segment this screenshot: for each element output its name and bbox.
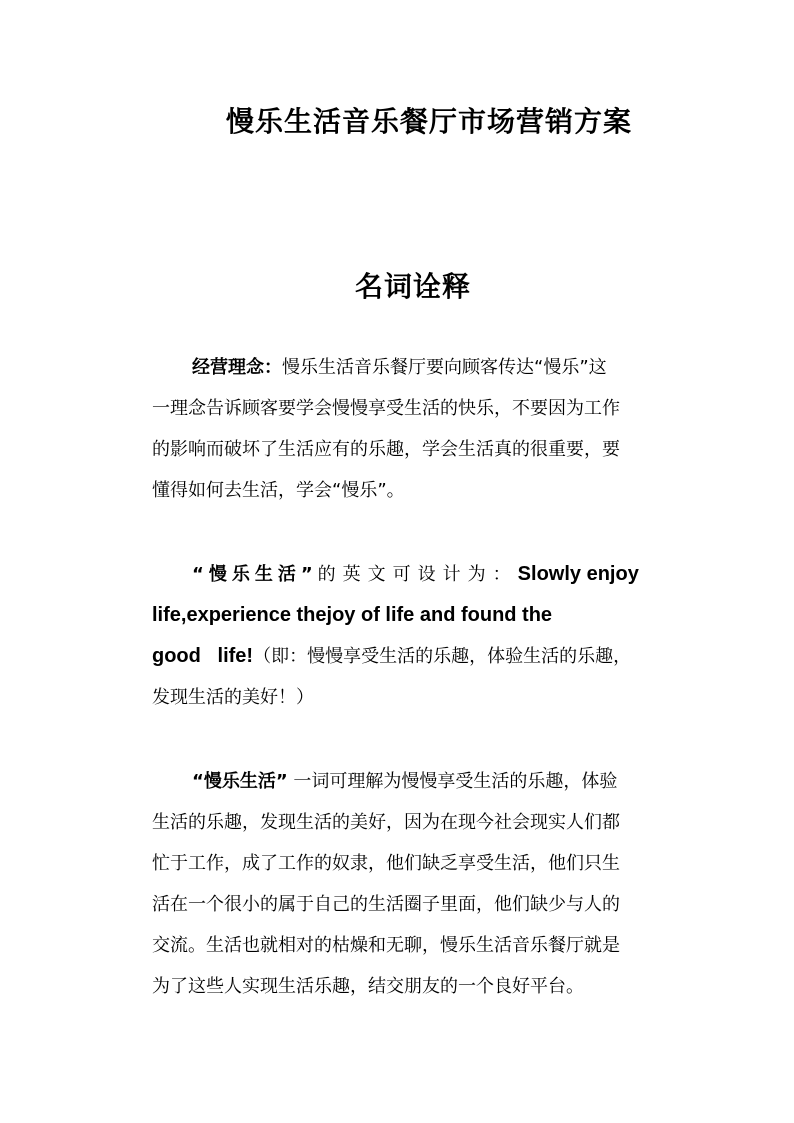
quoted-term: “慢乐生活” (192, 564, 318, 585)
english-slogan-part: good life! (152, 645, 254, 667)
paragraph-line: 交流。生活也就相对的枯燥和无聊，慢乐生活音乐餐厅就是 (152, 935, 620, 956)
english-slogan-line (152, 595, 674, 636)
term-label: 经营理念： (192, 357, 282, 378)
paragraph-line: 一理念告诉顾客要学会慢慢享受生活的快乐，不要因为工作 (152, 398, 620, 419)
paragraph-text: 一词可理解为慢慢享受生活的乐趣，体验 (287, 771, 618, 792)
quoted-term: “慢乐生活” (192, 771, 288, 792)
paragraph-text: 的英文可设计为： (317, 564, 518, 585)
translation-text: （即：慢慢享受生活的乐趣，体验生活的乐趣， (253, 646, 632, 667)
paragraph-line: 忙于工作，成了工作的奴隶，他们缺乏享受生活，他们只生 (152, 853, 620, 874)
paragraph-line: 为了这些人实现生活乐趣，结交朋友的一个良好平台。 (152, 976, 584, 997)
paragraph-line (152, 636, 674, 677)
section-title: 名词诠释 (354, 270, 471, 303)
paragraph-slow-life-meaning (152, 761, 674, 1007)
paragraph-line: 的影响而破坏了生活应有的乐趣，学会生活真的很重要，要 (152, 439, 620, 460)
paragraph-line: 发现生活的美好！） (152, 687, 314, 708)
document-title: 慢乐生活音乐餐厅市场营销方案 (225, 105, 632, 138)
paragraph-business-philosophy (152, 347, 674, 511)
paragraph-line (152, 347, 674, 388)
english-slogan-part: Slowly enjoy (517, 563, 639, 585)
english-slogan-part: life,experience thejoy of life and found the (152, 604, 553, 626)
paragraph-line: 生活的乐趣，发现生活的美好，因为在现今社会现实人们都 (152, 812, 620, 833)
paragraph-line (152, 761, 674, 802)
paragraph-line: 懂得如何去生活，学会“慢乐”。 (152, 480, 405, 501)
paragraph-text: 慢乐生活音乐餐厅要向顾客传达“慢乐”这 (282, 357, 607, 378)
paragraph-line (152, 554, 674, 595)
paragraph-line: 活在一个很小的属于自己的生活圈子里面，他们缺少与人的 (152, 894, 620, 915)
paragraph-english-slogan (152, 554, 674, 718)
